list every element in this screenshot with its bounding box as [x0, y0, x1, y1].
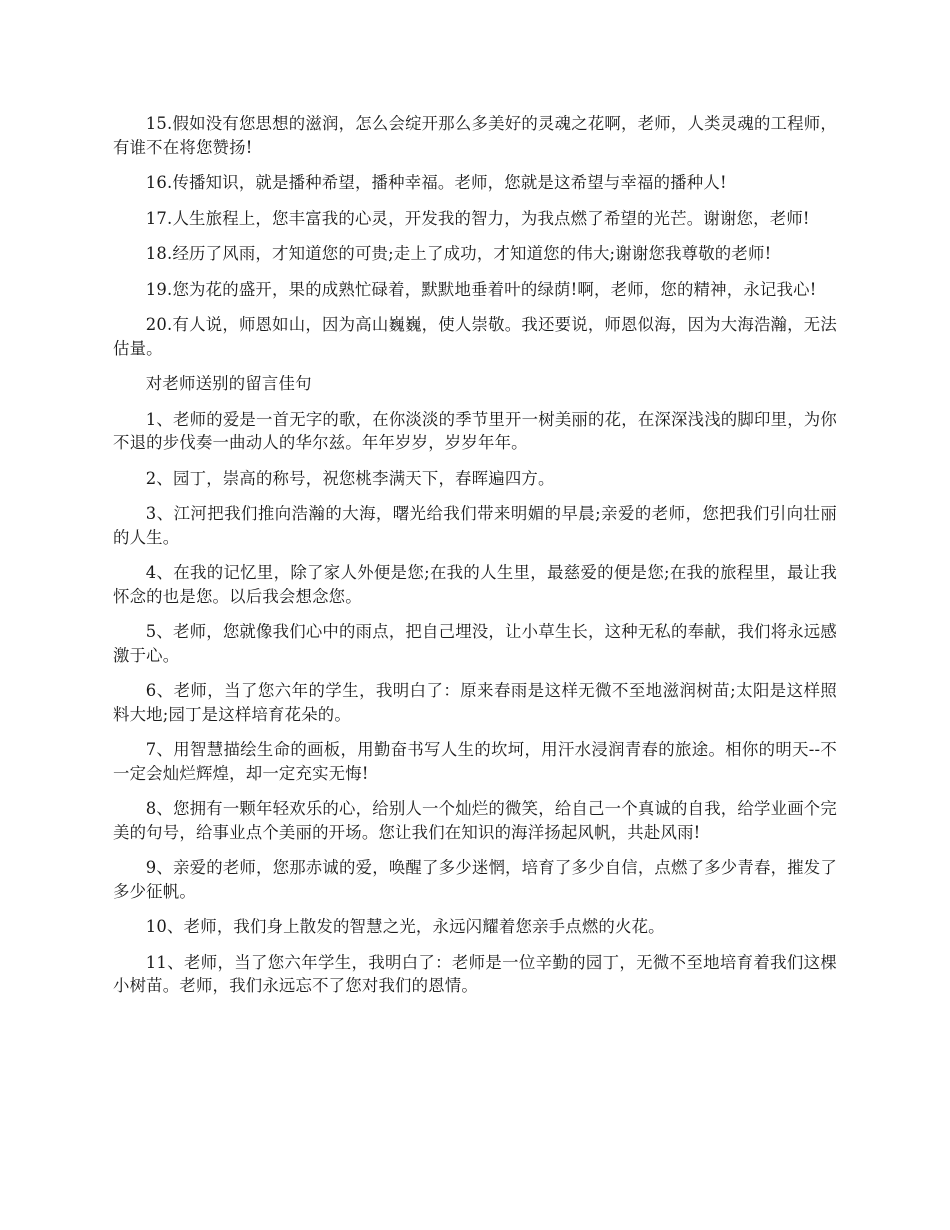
paragraph-17: 17.人生旅程上，您丰富我的心灵，开发我的智力，为我点燃了希望的光芒。谢谢您，老师! — [145, 208, 810, 228]
farewell-item-3: 3、江河把我们推向浩瀚的大海，曙光给我们带来明媚的早晨;亲爱的老师，您把我们引向壮丽的人生。 — [113, 504, 837, 547]
section-heading: 对老师送别的留言佳句 — [145, 374, 312, 393]
document-body — [113, 112, 837, 1010]
farewell-item-6: 6、老师，当了您六年的学生，我明白了：原来春雨是这样无微不至地滋润树苗;太阳是这样照料大地;园丁是这样培育花朵的。 — [113, 681, 837, 724]
farewell-item-11: 11、老师，当了您六年学生，我明白了：老师是一位辛勤的园丁，无微不至地培育着我们这棵小树苗。老师，我们永远忘不了您对我们的恩情。 — [113, 952, 837, 995]
farewell-item-9: 9、亲爱的老师，您那赤诚的爱，唤醒了多少迷惘，培育了多少自信，点燃了多少青春，摧发了多少征帆。 — [113, 858, 837, 901]
paragraph-18: 18.经历了风雨，才知道您的可贵;走上了成功，才知道您的伟大;谢谢您我尊敬的老师! — [145, 244, 772, 263]
farewell-item-8: 8、您拥有一颗年轻欢乐的心，给别人一个灿烂的微笑，给自己一个真诚的自我，给学业画个完美的句号，给事业点个美丽的开场。您让我们在知识的海洋扬起风帆，共赴风雨! — [113, 799, 837, 842]
farewell-item-5: 5、老师，您就像我们心中的雨点，把自己埋没，让小草生长，这种无私的奉献，我们将永远感激于心。 — [113, 622, 837, 665]
farewell-item-1: 1、老师的爱是一首无字的歌，在你淡淡的季节里开一树美丽的花，在深深浅浅的脚印里，为你不退的步伐奏一曲动人的华尔兹。年年岁岁，岁岁年年。 — [113, 409, 837, 452]
farewell-item-7: 7、用智慧描绘生命的画板，用勤奋书写人生的坎坷，用汗水浸润青春的旅途。相你的明天--不一定会灿烂辉煌，却一定充实无悔! — [113, 740, 837, 783]
paragraph-15: 15.假如没有您思想的滋润，怎么会绽开那么多美好的灵魂之花啊，老师，人类灵魂的工程师，有谁不在将您赞扬! — [113, 114, 837, 157]
farewell-item-10: 10、老师，我们身上散发的智慧之光，永远闪耀着您亲手点燃的火花。 — [145, 917, 665, 936]
paragraph-20: 20.有人说，师恩如山，因为高山巍巍，使人崇敬。我还要说，师恩似海，因为大海浩瀚，无法估量。 — [113, 315, 837, 358]
farewell-item-2: 2、园丁，崇高的称号，祝您桃李满天下，春晖遍四方。 — [145, 468, 555, 488]
farewell-item-4: 4、在我的记忆里，除了家人外便是您;在我的人生里，最慈爱的便是您;在我的旅程里，最让我怀念的也是您。以后我会想念您。 — [113, 563, 837, 606]
paragraph-19: 19.您为花的盛开，果的成熟忙碌着，默默地垂着叶的绿荫!啊，老师，您的精神，永记我心! — [145, 279, 817, 299]
paragraph-16: 16.传播知识，就是播种希望，播种幸福。老师，您就是这希望与幸福的播种人! — [145, 173, 727, 192]
